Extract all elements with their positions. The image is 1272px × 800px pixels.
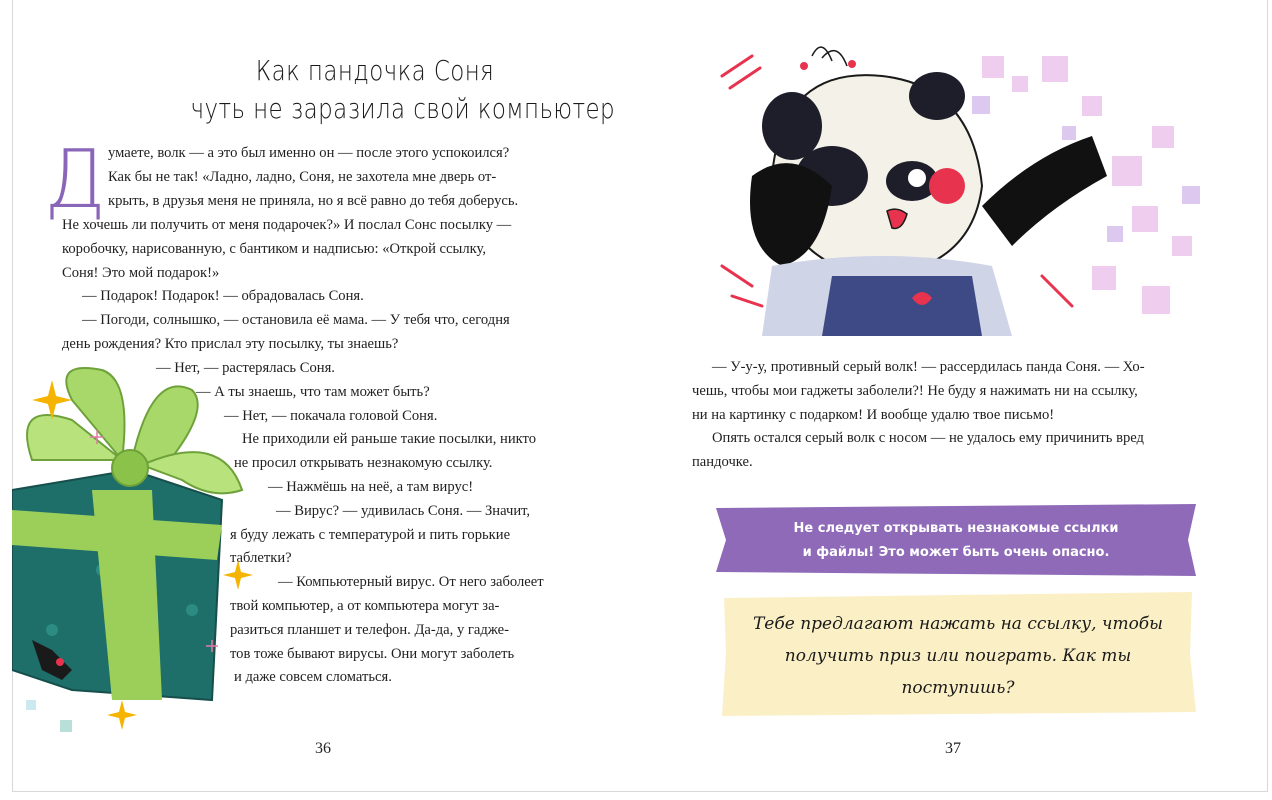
gift-box-illustration	[12, 340, 262, 760]
text-line: разиться планшет и телефон. Да-да, у гадже-	[230, 621, 510, 638]
text-line: чешь, чтобы мои гаджеты заболели?! Не буду я нажимать ни на ссылку,	[692, 382, 1138, 399]
page-number-right: 37	[945, 740, 961, 757]
drop-cap: Д	[44, 133, 107, 226]
text-line: твой компьютер, а от компьютера могут за-	[230, 597, 500, 614]
chapter-title	[190, 52, 615, 128]
text-line: Опять остался серый волк с носом — не удалось ему причинить вред	[712, 430, 1144, 447]
text-line: — Подарок! Подарок! — обрадовалась Соня.	[82, 288, 364, 305]
paragraph-top	[108, 142, 588, 213]
paragraph-right	[692, 356, 1218, 475]
text-line: Не хочешь ли получить от меня подарочек?» И послал Сонс посылку —	[62, 217, 512, 233]
note-line: Тебе предлагают нажать на ссылку, чтобы	[752, 614, 1164, 634]
text-line: не просил открывать незнакомую ссылку.	[234, 455, 493, 472]
warning-banner	[716, 504, 1196, 576]
text-line: ни на картинку с подарком! И вообще удалю твое письмо!	[692, 406, 1055, 423]
text-line: и даже совсем сломаться.	[234, 669, 392, 686]
banner-line: и файлы! Это может быть очень опасно.	[802, 545, 1110, 560]
text-line: умаете, волк — а это был именно он — после этого успокоился?	[108, 145, 510, 161]
note-line: поступишь?	[901, 678, 1015, 698]
text-line: коробочку, нарисованную, с бантиком и надписью: «Открой ссылку,	[62, 240, 486, 257]
text-line: — Нажмёшь на неё, а там вирус!	[268, 478, 474, 495]
panda-illustration	[712, 36, 1212, 336]
text-line: — Вирус? — удивилась Соня. — Значит,	[276, 502, 531, 519]
text-line: Не приходили ей раньше такие посылки, никто	[242, 431, 537, 448]
paragraph-main	[62, 214, 588, 357]
text-line: день рождения? Кто прислал эту посылку, ты знаешь?	[62, 335, 399, 352]
text-line: — Нет, — покачала головой Соня.	[224, 407, 438, 424]
banner-line: Не следует открывать незнакомые ссылки	[793, 521, 1119, 536]
text-line: Как бы не так! «Ладно, ладно, Соня, не захотела мне дверь от-	[108, 168, 497, 185]
note-line: получить приз или поиграть. Как ты	[784, 646, 1132, 666]
title-line-2: чуть не заразила свой компьютер	[190, 92, 615, 125]
text-line: таблетки?	[230, 550, 292, 567]
text-line: — У-у-у, противный серый волк! — рассердилась панда Соня. — Хо-	[712, 359, 1145, 375]
title-line-1: Как пандочка Соня	[255, 54, 495, 87]
text-line: тов тоже бывают вирусы. Они могут заболеть	[230, 645, 515, 662]
page-number-left: 36	[315, 740, 331, 757]
question-note	[720, 592, 1196, 716]
text-line: — Погоди, солнышко, — остановила её мама. — У тебя что, сегодня	[82, 312, 510, 329]
text-line: — А ты знаешь, что там может быть?	[196, 383, 430, 400]
note-text	[720, 608, 1196, 704]
text-line: пандочке.	[692, 454, 753, 471]
text-line: я буду лежать с температурой и пить горькие	[230, 526, 511, 543]
banner-text	[716, 517, 1196, 565]
text-line: — Нет, — растерялась Соня.	[156, 360, 335, 376]
text-line: Соня! Это мой подарок!»	[62, 264, 220, 281]
text-line: крыть, в друзья меня не приняла, но я всё равно до тебя доберусь.	[108, 192, 519, 209]
text-line: — Компьютерный вирус. От него заболеет	[278, 574, 544, 591]
